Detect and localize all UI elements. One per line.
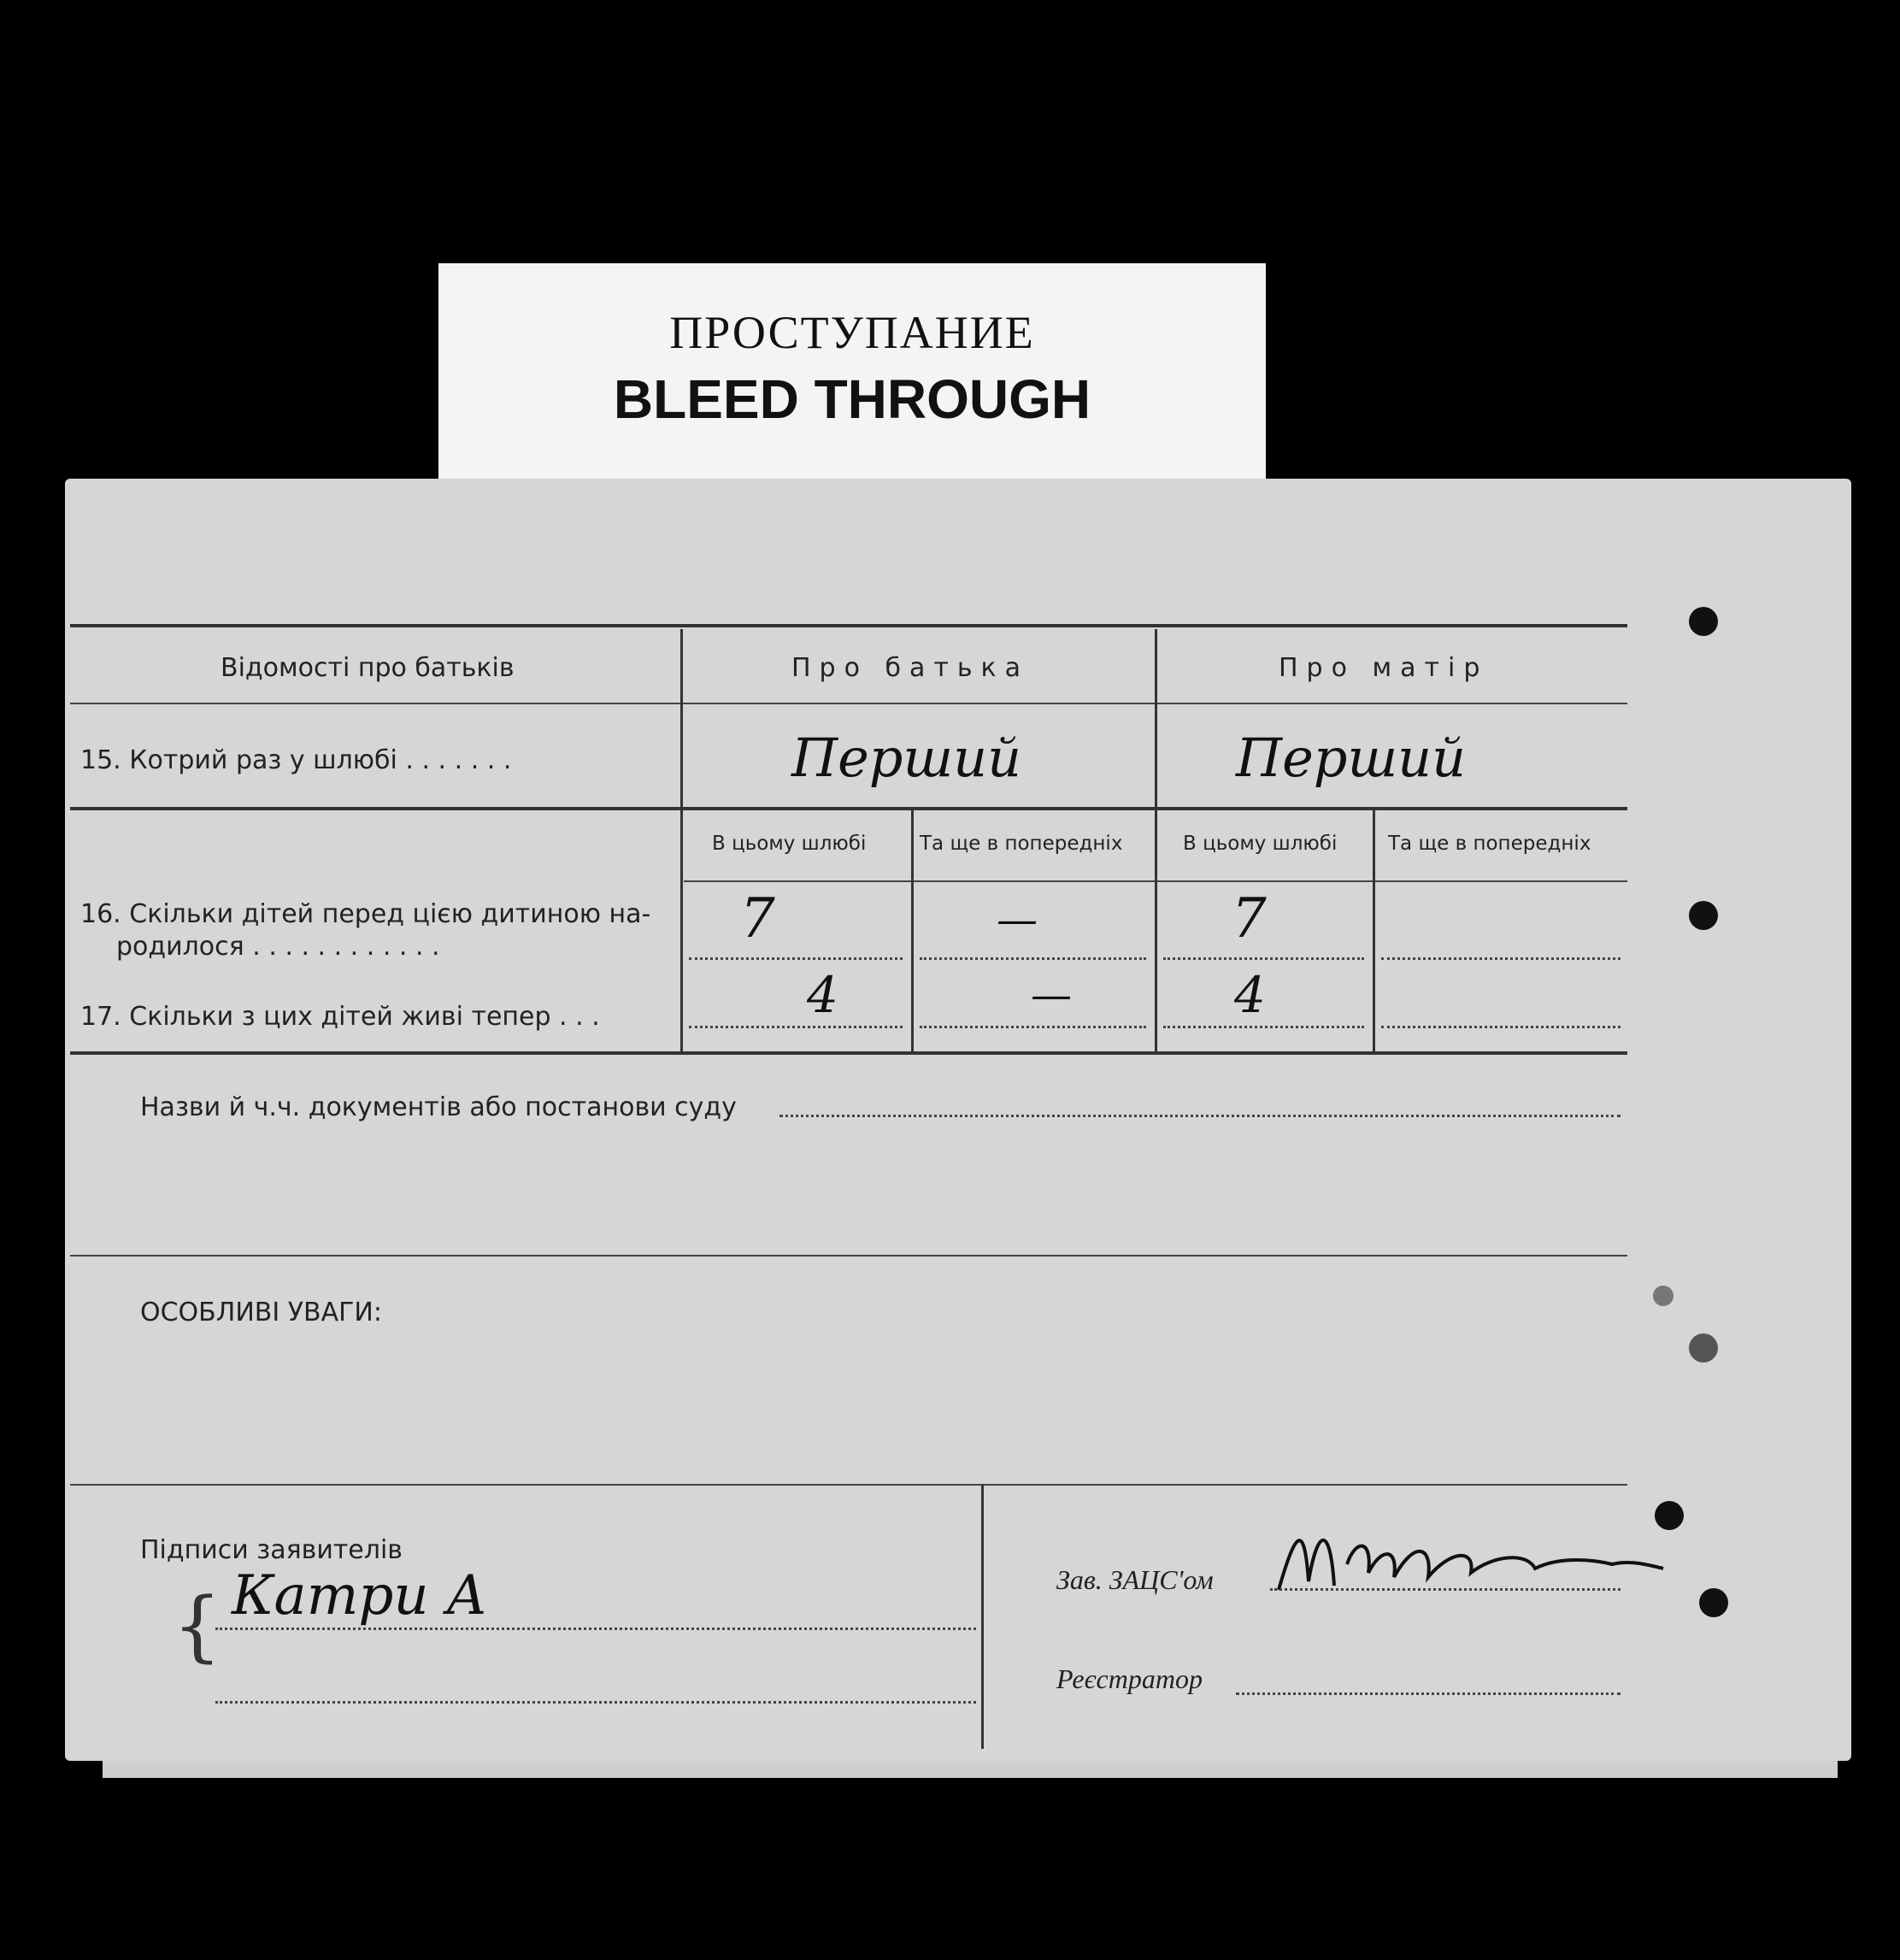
row15-bottom-border [70,807,1627,810]
row17-father-this-value: 4 [807,966,838,1024]
punch-hole-6 [1699,1588,1728,1617]
documents-section-bottom [70,1255,1627,1257]
row16-father-this-value: 7 [740,887,775,951]
row15-mother-value: Перший [1236,727,1467,789]
head-of-registry-label: Зав. ЗАЦС'ом [1056,1564,1214,1595]
label-english: BLEED THROUGH [613,368,1091,430]
remarks-section-bottom [70,1484,1627,1486]
registrar-line [1236,1692,1621,1695]
subheader-mother-previous: Та ще в попередніх [1388,833,1591,855]
table-bottom-border [70,1051,1627,1055]
table-subdivider-father [911,807,914,1051]
subheader-father-this-marriage: В цьому шлюбі [712,833,867,855]
applicant-signature: Катри А [232,1564,488,1627]
punch-hole-3 [1689,1333,1718,1363]
signature-divider [981,1484,984,1749]
header-bottom-border [70,703,1627,704]
row15-father-value: Перший [791,727,1022,789]
subheader-father-previous: Та ще в попередніх [920,833,1123,855]
row17-label: 17. Скільки з цих дітей живі тепер . . . [80,1002,600,1032]
row17-father-prev-line [920,1026,1146,1028]
row17-father-previous-value: — [1031,971,1072,1019]
head-signature [1270,1513,1680,1607]
subheader-mother-this-marriage: В цьому шлюбі [1183,833,1338,855]
header-parents-info: Відомості про батьків [221,653,515,683]
table-divider-1 [680,629,683,1051]
row16-mother-this-line [1163,957,1364,960]
row17-mother-this-value: 4 [1234,966,1266,1024]
documents-label: Назви й ч.ч. документів або постанови суду [140,1092,737,1122]
punch-hole-2 [1689,901,1718,930]
row17-father-this-line [689,1026,903,1028]
head-signature-line [1270,1588,1621,1591]
label-russian: ПРОСТУПАНИЕ [669,307,1035,358]
header-about-father: Про батька [791,653,1030,683]
row17-mother-prev-line [1381,1026,1621,1028]
documents-fill-line [779,1115,1621,1117]
row16-father-previous-value: — [997,896,1038,944]
row16-label-line1: 16. Скільки дітей перед цією дитиною на- [80,899,651,929]
punch-hole-1 [1689,607,1718,636]
table-subdivider-mother [1373,807,1375,1051]
archival-label-card [438,263,1266,481]
header-about-mother: Про матір [1279,653,1489,683]
punch-hole-5 [1655,1501,1684,1530]
applicants-signatures-label: Підписи заявителів [140,1535,403,1565]
row16-label-line2: родилося . . . . . . . . . . . . [116,932,440,962]
row16-father-prev-line [920,957,1146,960]
applicant-signature-line-1 [215,1627,976,1630]
punch-hole-4 [1653,1286,1674,1306]
row16-mother-prev-line [1381,957,1621,960]
table-top-border [70,624,1627,627]
applicant-signature-line-2 [215,1701,976,1704]
registrar-label: Реєстратор [1056,1663,1203,1694]
row15-label: 15. Котрий раз у шлюбі . . . . . . . [80,745,512,775]
form-sheet [65,479,1851,1761]
remarks-label: ОСОБЛИВІ УВАГИ: [140,1298,382,1327]
row16-mother-this-value: 7 [1232,887,1267,951]
applicants-brace: { [173,1581,222,1671]
table-divider-2 [1155,629,1157,1051]
row16-father-this-line [689,957,903,960]
row17-mother-this-line [1163,1026,1364,1028]
